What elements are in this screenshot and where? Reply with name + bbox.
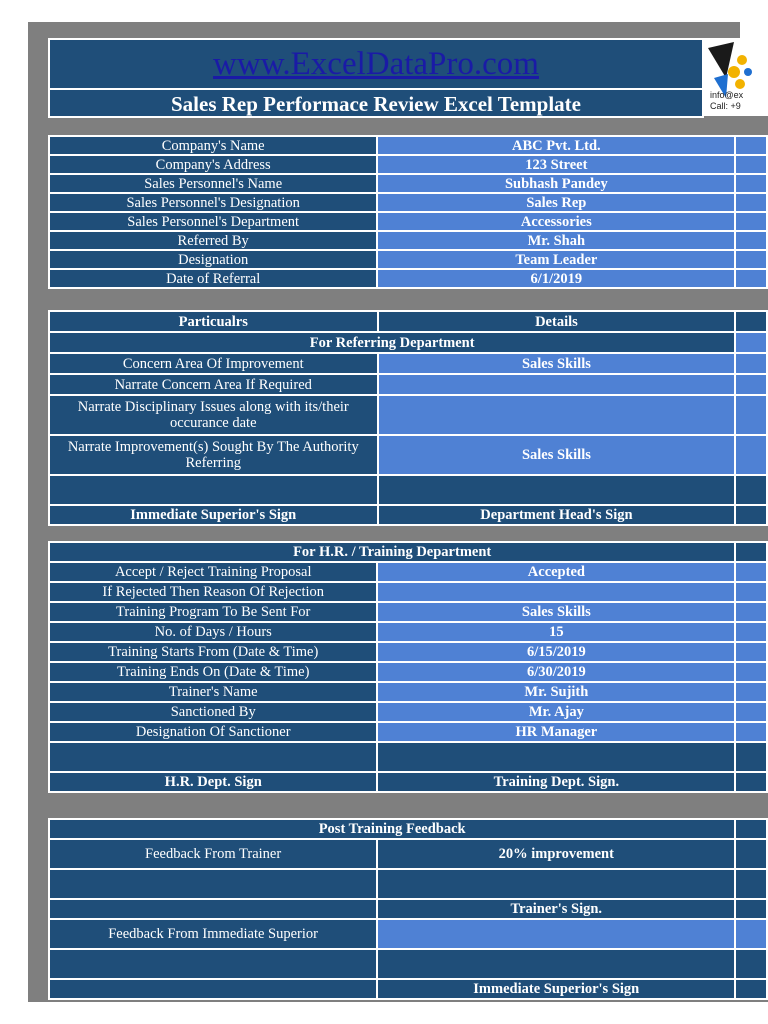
row-extension xyxy=(735,311,767,332)
table-row xyxy=(49,231,767,250)
row-label: Narrate Disciplinary Issues along with its/their occurance date xyxy=(49,395,378,435)
row-extension xyxy=(735,374,767,395)
row-extension xyxy=(735,622,767,642)
row-value[interactable]: Accessories xyxy=(377,212,735,231)
table-row xyxy=(49,269,767,288)
row-extension xyxy=(735,193,767,212)
sign-department-head[interactable]: Department Head's Sign xyxy=(378,505,736,525)
row-extension xyxy=(735,722,767,742)
section-title-row xyxy=(49,819,767,839)
section-title-row xyxy=(49,332,767,353)
table-row xyxy=(49,374,767,395)
blank-row xyxy=(49,949,767,979)
logo-phone: Call: +9 xyxy=(710,101,741,111)
row-value[interactable]: Accepted xyxy=(377,562,735,582)
section-title-row xyxy=(49,542,767,562)
table-row xyxy=(49,435,767,475)
row-extension xyxy=(735,269,767,288)
table-row xyxy=(49,250,767,269)
row-label: Sanctioned By xyxy=(49,702,377,722)
row-extension xyxy=(735,642,767,662)
table-row xyxy=(49,193,767,212)
sign-immediate-superior[interactable]: Immediate Superior's Sign xyxy=(49,505,378,525)
row-value[interactable]: ABC Pvt. Ltd. xyxy=(377,136,735,155)
row-value[interactable]: 6/15/2019 xyxy=(377,642,735,662)
row-value[interactable] xyxy=(378,374,736,395)
blank-cell[interactable] xyxy=(49,949,377,979)
row-label: Company's Name xyxy=(49,136,377,155)
table-row xyxy=(49,682,767,702)
sign-training-dept[interactable]: Training Dept. Sign. xyxy=(377,772,735,792)
row-label: Narrate Concern Area If Required xyxy=(49,374,378,395)
sign-trainer[interactable]: Trainer's Sign. xyxy=(377,899,735,919)
row-value[interactable]: Sales Skills xyxy=(378,435,736,475)
row-extension xyxy=(735,395,767,435)
blank-row xyxy=(49,869,767,899)
table-row xyxy=(49,212,767,231)
row-extension xyxy=(735,662,767,682)
row-extension xyxy=(735,332,767,353)
table-row xyxy=(49,155,767,174)
section-title-feedback: Post Training Feedback xyxy=(49,819,735,839)
feedback-trainer-row xyxy=(49,839,767,869)
company-info-table xyxy=(48,135,768,289)
table-row xyxy=(49,602,767,622)
blank-cell[interactable] xyxy=(377,869,735,899)
row-label: Training Ends On (Date & Time) xyxy=(49,662,377,682)
feedback-trainer-label: Feedback From Trainer xyxy=(49,839,377,869)
row-label: Company's Address xyxy=(49,155,377,174)
row-value[interactable]: Team Leader xyxy=(377,250,735,269)
row-extension xyxy=(735,772,767,792)
blank-cell[interactable] xyxy=(49,869,377,899)
row-extension xyxy=(735,231,767,250)
superior-sign-row xyxy=(49,979,767,999)
row-label: Sales Personnel's Department xyxy=(49,212,377,231)
feedback-superior-row xyxy=(49,919,767,949)
table-row xyxy=(49,136,767,155)
blank-cell[interactable] xyxy=(377,742,735,772)
row-extension xyxy=(735,136,767,155)
logo xyxy=(704,38,768,116)
table-row xyxy=(49,395,767,435)
row-value[interactable]: 6/30/2019 xyxy=(377,662,735,682)
row-extension xyxy=(735,869,767,899)
table-row xyxy=(49,353,767,374)
row-value[interactable]: Sales Skills xyxy=(378,353,736,374)
row-extension xyxy=(735,919,767,949)
col-details: Details xyxy=(378,311,736,332)
blank-cell xyxy=(49,979,377,999)
table-row xyxy=(49,642,767,662)
post-training-feedback-table xyxy=(48,818,768,1000)
row-extension xyxy=(735,819,767,839)
row-value[interactable]: HR Manager xyxy=(377,722,735,742)
table-row xyxy=(49,622,767,642)
row-extension xyxy=(735,155,767,174)
row-extension xyxy=(735,475,767,505)
table-header-row xyxy=(49,311,767,332)
row-extension xyxy=(735,174,767,193)
row-label: Sales Personnel's Designation xyxy=(49,193,377,212)
row-extension xyxy=(735,505,767,525)
sign-row xyxy=(49,505,767,525)
row-extension xyxy=(735,899,767,919)
section-title-training: For H.R. / Training Department xyxy=(49,542,735,562)
row-label: Concern Area Of Improvement xyxy=(49,353,378,374)
row-label: Date of Referral xyxy=(49,269,377,288)
row-label: Accept / Reject Training Proposal xyxy=(49,562,377,582)
row-value[interactable]: Mr. Ajay xyxy=(377,702,735,722)
row-extension xyxy=(735,742,767,772)
sign-row xyxy=(49,772,767,792)
sign-hr-dept[interactable]: H.R. Dept. Sign xyxy=(49,772,377,792)
row-label: Designation xyxy=(49,250,377,269)
row-label: Training Starts From (Date & Time) xyxy=(49,642,377,662)
section-title-referring: For Referring Department xyxy=(49,332,735,353)
row-label: Sales Personnel's Name xyxy=(49,174,377,193)
row-value[interactable]: Sales Skills xyxy=(377,602,735,622)
row-value[interactable]: Mr. Shah xyxy=(377,231,735,250)
blank-row xyxy=(49,742,767,772)
row-extension xyxy=(735,435,767,475)
sign-immediate-superior-feedback[interactable]: Immediate Superior's Sign xyxy=(377,979,735,999)
row-extension xyxy=(735,702,767,722)
blank-cell[interactable] xyxy=(377,949,735,979)
col-particulars: Particualrs xyxy=(49,311,378,332)
row-label: No. of Days / Hours xyxy=(49,622,377,642)
row-extension xyxy=(735,979,767,999)
row-extension xyxy=(735,949,767,979)
row-value[interactable]: 6/1/2019 xyxy=(377,269,735,288)
row-extension xyxy=(735,602,767,622)
header-block xyxy=(48,38,704,118)
row-label: Referred By xyxy=(49,231,377,250)
feedback-trainer-value[interactable]: 20% improvement xyxy=(377,839,735,869)
blank-cell[interactable] xyxy=(49,475,378,505)
row-label: Training Program To Be Sent For xyxy=(49,602,377,622)
row-extension xyxy=(735,542,767,562)
feedback-superior-value[interactable] xyxy=(377,919,735,949)
row-extension xyxy=(735,353,767,374)
row-value[interactable]: Subhash Pandey xyxy=(377,174,735,193)
table-row xyxy=(49,562,767,582)
row-value[interactable]: 15 xyxy=(377,622,735,642)
row-extension xyxy=(735,839,767,869)
row-extension xyxy=(735,562,767,582)
row-label: If Rejected Then Reason Of Rejection xyxy=(49,582,377,602)
row-value[interactable] xyxy=(377,582,735,602)
table-row xyxy=(49,662,767,682)
logo-email: info@ex xyxy=(710,90,744,100)
row-value[interactable]: Sales Rep xyxy=(377,193,735,212)
row-extension xyxy=(735,582,767,602)
training-department-table xyxy=(48,541,768,793)
page-title: Sales Rep Performace Review Excel Template xyxy=(171,91,581,116)
table-row xyxy=(49,722,767,742)
trainer-sign-row xyxy=(49,899,767,919)
site-link[interactable]: www.ExcelDataPro.com xyxy=(50,40,702,90)
row-value[interactable] xyxy=(378,395,736,435)
row-extension xyxy=(735,682,767,702)
table-row xyxy=(49,174,767,193)
feedback-superior-label: Feedback From Immediate Superior xyxy=(49,919,377,949)
row-extension xyxy=(735,212,767,231)
blank-row xyxy=(49,475,767,505)
referring-department-table xyxy=(48,310,768,526)
row-label: Trainer's Name xyxy=(49,682,377,702)
row-label: Narrate Improvement(s) Sought By The Authority Referring xyxy=(49,435,378,475)
blank-cell[interactable] xyxy=(378,475,736,505)
row-label: Designation Of Sanctioner xyxy=(49,722,377,742)
row-value[interactable]: Mr. Sujith xyxy=(377,682,735,702)
table-row xyxy=(49,582,767,602)
blank-cell[interactable] xyxy=(49,742,377,772)
row-extension xyxy=(735,250,767,269)
row-value[interactable]: 123 Street xyxy=(377,155,735,174)
blank-cell xyxy=(49,899,377,919)
table-row xyxy=(49,702,767,722)
